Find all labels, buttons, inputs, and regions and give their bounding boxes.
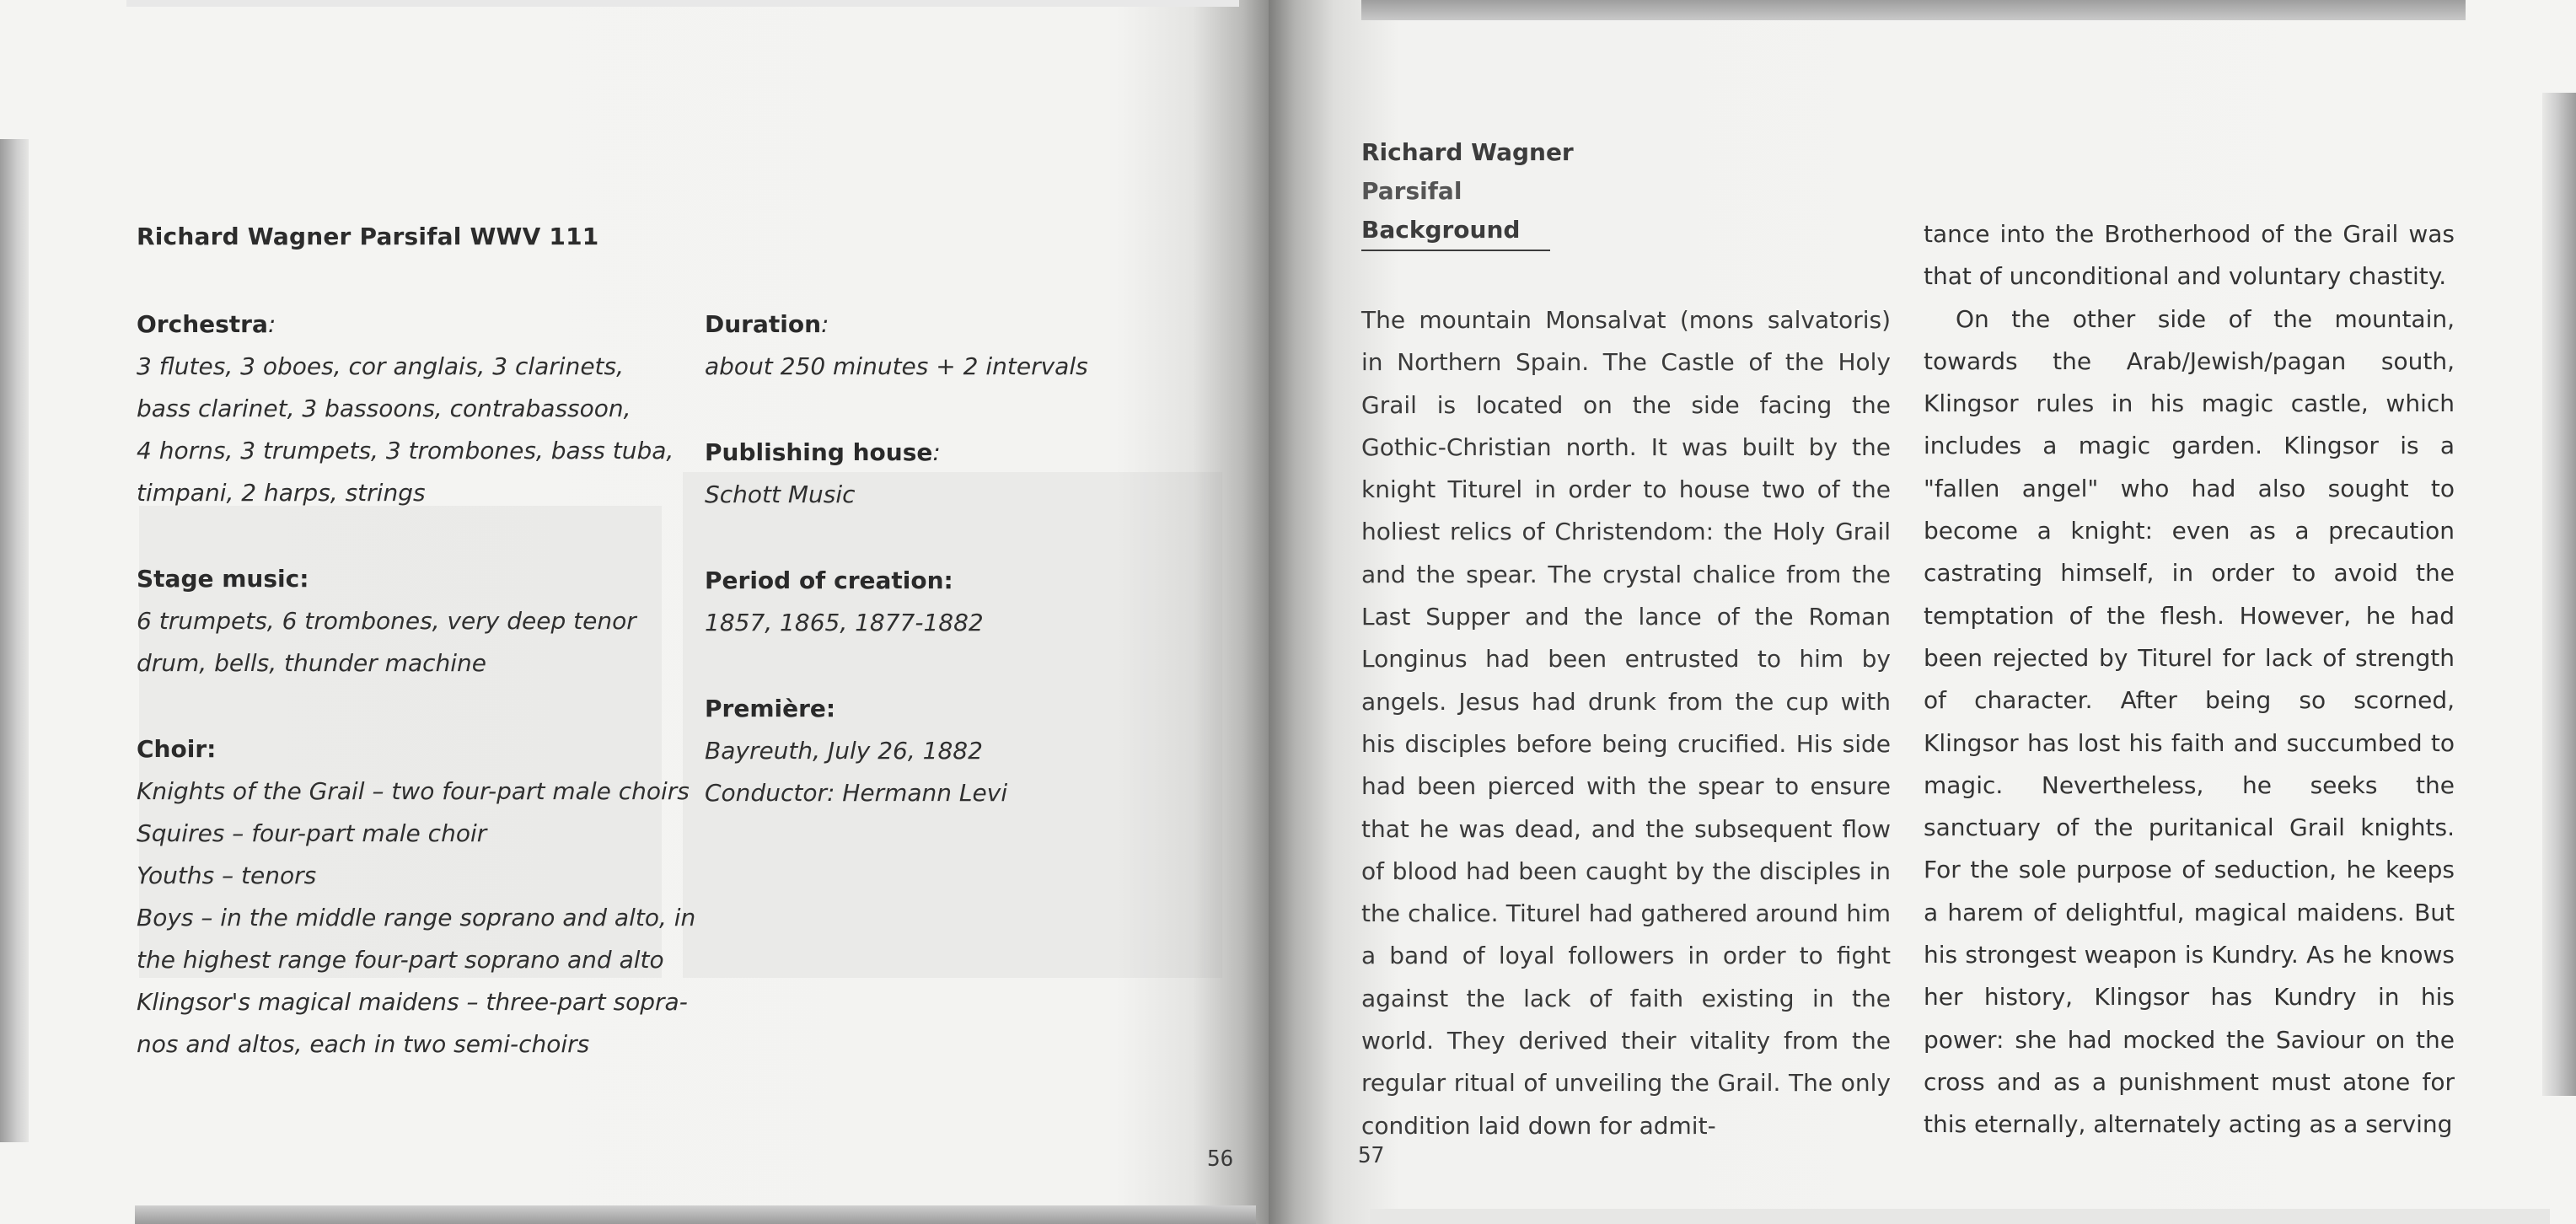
- spec-line: about 250 minutes + 2 intervals: [705, 352, 1088, 380]
- spec-line: Boys – in the middle range soprano and alto, in: [137, 904, 696, 931]
- choir-section: [137, 728, 696, 1066]
- paragraph: On the other side of the mountain, towards the Arab/Jewish/pagan south, Klingsor rules in his magic castle, which includes a magic garden. Klingsor is a "fallen angel" who had also sought to become a knight: even as a precaution castrating himself, in order to avoid the temptation of the flesh. However, he had been rejected by Titurel for lack of strength of character. After being so scorned, Klingsor has lost his faith and succumbed to magic. Nevertheless, he seeks the sanctuary of the puritanical Grail knights. For the sole purpose of seduction, he keeps a harem of delightful, magical maidens. But his strongest weapon is Kundry. As he knows her history, Klingsor has Kundry in his power: she had mocked the Saviour on the cross and as a punishment must atone for this eternally, alternately acting as a serving: [1924, 304, 2455, 1139]
- page-number: 56: [1207, 1146, 1234, 1172]
- spec-line: Youths – tenors: [137, 862, 317, 889]
- publishing-house-section: [705, 432, 1244, 516]
- duration-section: [705, 303, 1244, 388]
- orchestra-section: [137, 303, 684, 514]
- scan-edge-left: [0, 139, 29, 1142]
- paragraph: The mountain Monsalvat (mons salvatoris) in Northern Spain. The Castle of the Holy Grail is located on the side facing the Gothic-Christian north. It was built by the knight Titurel in order to house two of the holiest relics of Christendom: the Holy Grail and the spear. The crystal chalice from the Last Supper and the lance of the Roman Longinus had been entrusted to him by angels. Jesus had drunk from the cup with his disciples before being crucified. His side had been pierced with the spear to ensure that he was dead, and the subsequent flow of blood had been caught by the disciples in the chalice. Titurel had gathered around him a band of loyal followers in order to fight against the lack of faith existing in the world. They derived their vitality from the regular ritual of unveiling the Grail. The only condition laid down for admit-: [1361, 306, 1891, 1140]
- spec-line: nos and altos, each in two semi-choirs: [137, 1030, 590, 1058]
- spec-line: Knights of the Grail – two four-part male choirs: [137, 777, 690, 805]
- premiere-section: [705, 688, 1244, 814]
- scan-edge-right: [2542, 93, 2576, 1096]
- page-number: 57: [1358, 1143, 1385, 1168]
- scan-edge-bottom: [1370, 1209, 2550, 1224]
- section-heading: Period of creation:: [705, 566, 953, 594]
- paragraph: tance into the Brotherhood of the Grail was that of unconditional and voluntary chastity.: [1924, 220, 2455, 291]
- right-page: [1269, 0, 2576, 1224]
- spec-line: 4 horns, 3 trumpets, 3 trombones, bass tuba,: [137, 437, 674, 464]
- composer-name: Richard Wagner: [1361, 138, 1574, 166]
- background-text-column-1: [1361, 299, 1891, 1147]
- spec-line: drum, bells, thunder machine: [137, 649, 487, 677]
- left-page: [0, 0, 1269, 1224]
- spec-line: the highest range four-part soprano and alto: [137, 946, 664, 974]
- spec-line: Conductor: Hermann Levi: [705, 779, 1008, 807]
- spec-line: bass clarinet, 3 bassoons, contrabassoon,: [137, 395, 631, 422]
- scan-edge-top: [1361, 0, 2466, 20]
- spec-line: Klingsor's magical maidens – three-part sopra-: [137, 988, 688, 1016]
- specs-column-2: [705, 303, 1244, 858]
- section-heading: Duration:: [705, 310, 829, 338]
- section-heading: Première:: [705, 695, 836, 722]
- spec-line: Squires – four-part male choir: [137, 819, 487, 847]
- spec-line: Bayreuth, July 26, 1882: [705, 737, 983, 765]
- spec-line: 6 trumpets, 6 trombones, very deep tenor: [137, 607, 636, 635]
- scan-edge-bottom: [135, 1205, 1256, 1224]
- spec-line: timpani, 2 harps, strings: [137, 479, 426, 507]
- section-heading: Orchestra:: [137, 310, 276, 338]
- section-heading: Stage music:: [137, 565, 309, 593]
- section-heading: Publishing house:: [705, 438, 941, 466]
- period-of-creation-section: [705, 560, 1244, 644]
- spec-line: 3 flutes, 3 oboes, cor anglais, 3 clarinets,: [137, 352, 625, 380]
- page-title: Richard Wagner Parsifal WWV 111: [137, 223, 599, 250]
- work-title: Parsifal: [1361, 177, 1462, 205]
- specs-column-1: [137, 303, 696, 1109]
- spec-line: Schott Music: [705, 480, 856, 508]
- scan-edge-top: [126, 0, 1239, 7]
- section-header: [1361, 133, 1574, 251]
- background-text-column-2: [1924, 213, 2455, 1146]
- stage-music-section: [137, 558, 684, 684]
- spec-line: 1857, 1865, 1877-1882: [705, 609, 984, 636]
- section-title: Background: [1361, 211, 1550, 251]
- section-heading: Choir:: [137, 735, 217, 763]
